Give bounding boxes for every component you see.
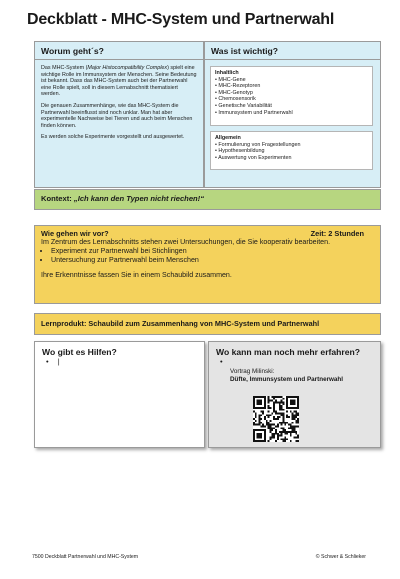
list-item: • Auswertung von Experimenten bbox=[215, 154, 292, 161]
list-item: • Chemosensorik bbox=[215, 96, 256, 103]
list-item: • MHC-Gene bbox=[215, 76, 246, 83]
list-item: • Experiment zur Partnerwahl bei Stichlingen bbox=[51, 247, 374, 256]
list-item: • Genetische Variabilität bbox=[215, 102, 272, 109]
vortrag-title[interactable]: Düfte, Immunsystem und Partnerwahl bbox=[230, 376, 344, 383]
lernprodukt-box bbox=[34, 313, 381, 335]
erfahren-bullet: • bbox=[220, 357, 223, 366]
vorgehen-intro: Im Zentrum des Lernabschnitts stehen zwei Untersuchungen, die Sie kooperativ bearbeiten. bbox=[41, 238, 331, 246]
vorgehen-header: Wie gehen wir vor? bbox=[41, 229, 109, 238]
page-title: Deckblatt - MHC-System und Partnerwahl bbox=[27, 11, 335, 28]
list-item: • Immunsystem und Partnerwahl bbox=[215, 109, 293, 116]
list-item: • Hypothesenbildung bbox=[215, 148, 265, 155]
vorgehen-box bbox=[34, 225, 381, 304]
kontext-box bbox=[34, 189, 381, 210]
hilfen-cursor[interactable]: | bbox=[57, 357, 60, 366]
inhaltlich-panel bbox=[210, 66, 373, 126]
worum-header: Worum geht´s? bbox=[41, 46, 104, 56]
worum-paragraph-1: Das MHC-System (Major Histocompatibility Complex) spielt eine wichtige Rolle im Immunsystem der Menschen. Seine Bedeutung ist bekannt. Dass das MHC-System auch bei der Partnerwahl eine Rolle spielt, soll in diesem Lernabschnitt thematisiert werden. bbox=[41, 65, 197, 98]
vortrag-label: Vortrag Milinski: bbox=[230, 368, 275, 375]
footer-left: 7500 Deckblatt Partnerwahl und MHC-System bbox=[32, 554, 139, 560]
zeit-label: Zeit: 2 Stunden bbox=[310, 229, 364, 238]
hilfen-bullet: • bbox=[46, 357, 49, 366]
kontext-text: „Ich kann den Typen nicht riechen!“ bbox=[73, 194, 205, 203]
vorgehen-outro: Ihre Erkenntnisse fassen Sie in einem Schaubild zusammen. bbox=[41, 271, 232, 279]
hilfen-header: Wo gibt es Hilfen? bbox=[42, 347, 117, 357]
lernprodukt-text: Lernprodukt: Schaubild zum Zusammenhang von MHC-System und Partnerwahl bbox=[41, 319, 320, 328]
list-item: • MHC-Rezeptoren bbox=[215, 83, 261, 90]
list-item: • Formulierung von Fragestellungen bbox=[215, 141, 301, 148]
qr-code-icon[interactable] bbox=[253, 396, 299, 442]
worum-paragraph-2: Die genauen Zusammenhänge, wie das MHC-System die Partnerwahl beeinflusst sind noch unklar. Man hat aber experimentelle Nachweise bei Tieren und auch beim Menschen finden können. bbox=[41, 102, 193, 129]
kontext-label: Kontext: bbox=[41, 194, 74, 203]
erfahren-header: Wo kann man noch mehr erfahren? bbox=[216, 347, 361, 357]
inhaltlich-title: Inhaltlich bbox=[215, 70, 239, 76]
allgemein-title: Allgemein bbox=[215, 135, 241, 141]
allgemein-panel bbox=[210, 131, 373, 170]
hilfen-box bbox=[34, 341, 205, 448]
footer-right: © Schwer & Schlieker bbox=[315, 554, 366, 560]
wichtig-header: Was ist wichtig? bbox=[211, 46, 279, 56]
list-item: • Untersuchung zur Partnerwahl beim Menschen bbox=[51, 256, 374, 265]
worum-box bbox=[34, 41, 204, 188]
worum-paragraph-3: Es werden solche Experimente vorgestellt und ausgewertet. bbox=[41, 134, 185, 141]
list-item: • MHC-Genotyp bbox=[215, 89, 253, 96]
